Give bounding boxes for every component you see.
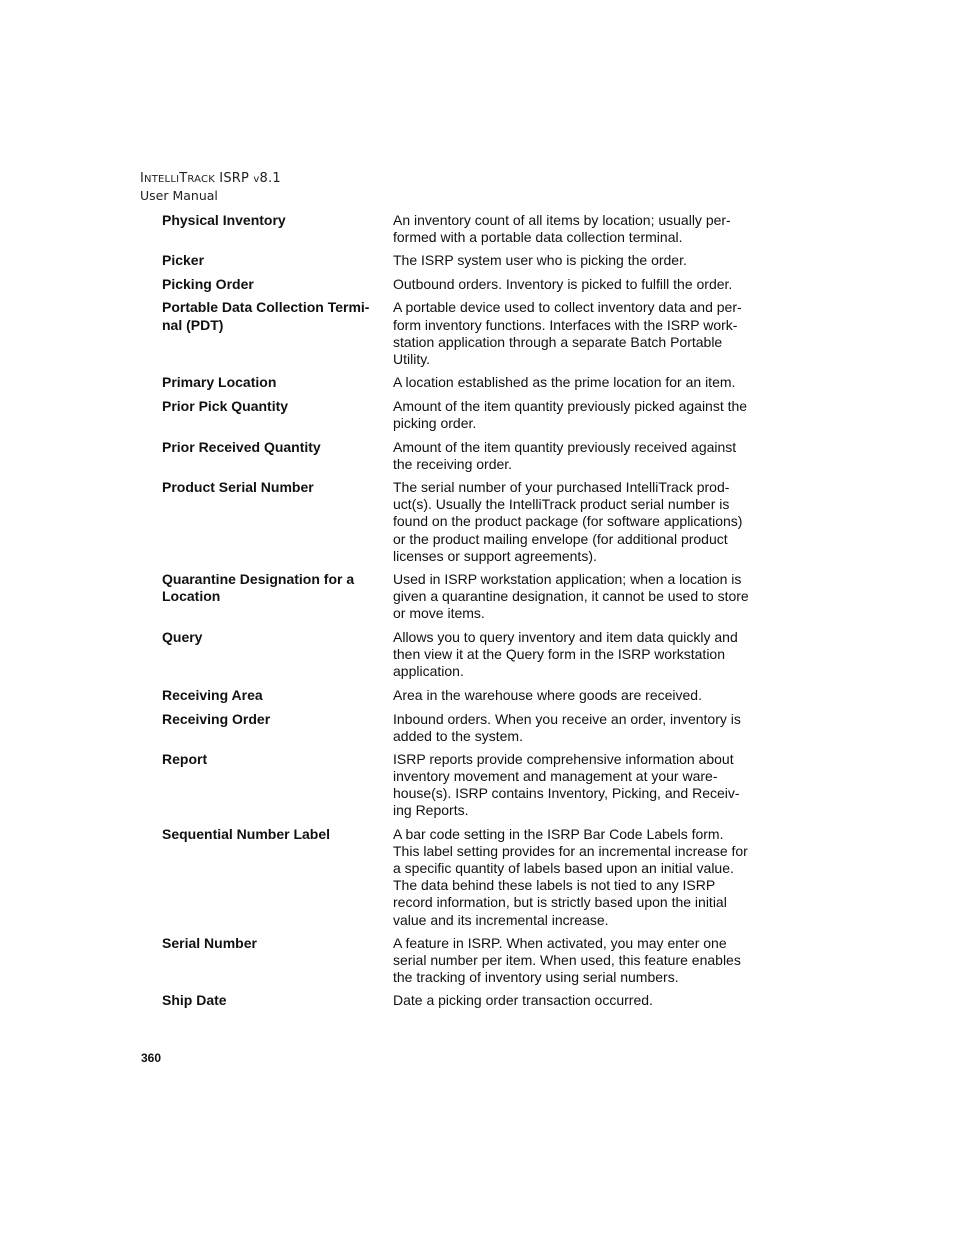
glossary-entry [162,299,762,368]
header-subtitle: User Manual [140,188,218,203]
glossary-entry [162,629,762,681]
glossary-entry [162,276,762,293]
glossary-definition: Allows you to query inventory and item data quickly and then view it at the Query form in the ISRP workstation application. [393,629,738,680]
glossary-definition: Amount of the item quantity previously received against the receiving order. [393,438,737,472]
glossary-term: Prior Pick Quantity [162,397,289,414]
glossary-definition: The serial number of your purchased IntelliTrack prod- uct(s). Usually the IntelliTrack product serial number is found on the product package (for software applications) or the product mailing envelope (for additional product licenses or support agreements). [393,478,743,564]
title-smallcaps-rack: RACK [187,174,215,185]
glossary-entry [162,687,762,704]
glossary-definition: ISRP reports provide comprehensive information about inventory movement and management at your ware- house(s). ISRP contains Inventory, Picking, and Receiv- ing Reports. [393,750,740,819]
glossary-term: Primary Location [162,374,277,391]
glossary-definition: A portable device used to collect inventory data and per- form inventory functions. Interfaces with the ISRP work- station application through a separate Batch Portable Utility. [393,299,742,367]
glossary-definition: Amount of the item quantity previously picked against the picking order. [393,397,748,431]
glossary-entry [162,212,762,246]
glossary-term: Report [162,750,208,767]
glossary-definition: Used in ISRP workstation application; when a location is given a quarantine designation, it cannot be used to store or move items. [393,570,749,622]
glossary-term: Serial Number [162,934,257,951]
glossary-term: Picker [162,252,205,269]
glossary-entry [162,374,762,391]
glossary-definition: Area in the warehouse where goods are received. [393,686,702,703]
glossary-term: Portable Data Collection Termi- nal (PDT) [162,299,370,333]
glossary-term: Sequential Number Label [162,825,331,842]
glossary-definition: Date a picking order transaction occurred. [393,992,653,1009]
glossary-definition: Inbound orders. When you receive an order, inventory is added to the system. [393,710,741,744]
glossary-definition: Outbound orders. Inventory is picked to fulfill the order. [393,275,733,292]
glossary-term: Query [162,629,203,646]
glossary-entry [162,439,762,473]
glossary-term: Quarantine Designation for a Location [162,570,355,605]
title-version-prefix: v [253,174,260,185]
glossary-entry [162,751,762,820]
glossary-entry [162,252,762,269]
header-title [140,170,281,188]
glossary-definition: A feature in ISRP. When activated, you may enter one serial number per item. When used, this feature enables the tracking of inventory using serial numbers. [393,934,741,985]
glossary-entry [162,826,762,929]
glossary-list [162,212,762,1010]
running-header [140,170,281,204]
glossary-entry [162,711,762,745]
glossary-term: Physical Inventory [162,212,286,228]
title-initial-t: T [179,171,188,186]
glossary-term: Product Serial Number [162,478,314,495]
glossary-definition: A bar code setting in the ISRP Bar Code Labels form. This label setting provides for an incremental increase for a specific quantity of labels based upon an initial value. The data behind these labels is not tied to any ISRP record information, but is strictly based upon the initial value and its incremental increase. [393,825,748,928]
glossary-definition: An inventory count of all items by location; usually per- formed with a portable data collection terminal. [393,212,731,246]
page-number: 360 [141,1051,162,1065]
glossary-term: Receiving Order [162,710,271,727]
glossary-definition: The ISRP system user who is picking the order. [393,252,687,269]
glossary-definition: A location established as the prime location for an item. [393,374,736,391]
glossary-entry [162,398,762,432]
glossary-entry [162,479,762,565]
title-version-number: 8.1 [259,171,281,186]
glossary-term: Prior Received Quantity [162,438,321,455]
title-initial-i: I [140,171,145,186]
glossary-entry [162,935,762,987]
glossary-entry [162,571,762,623]
title-smallcaps-ntelli: NTELLI [144,174,180,185]
title-product: ISRP [214,171,254,186]
glossary-entry [162,992,762,1009]
glossary-term: Receiving Area [162,686,263,703]
glossary-term: Picking Order [162,275,254,292]
glossary-term: Ship Date [162,992,227,1009]
